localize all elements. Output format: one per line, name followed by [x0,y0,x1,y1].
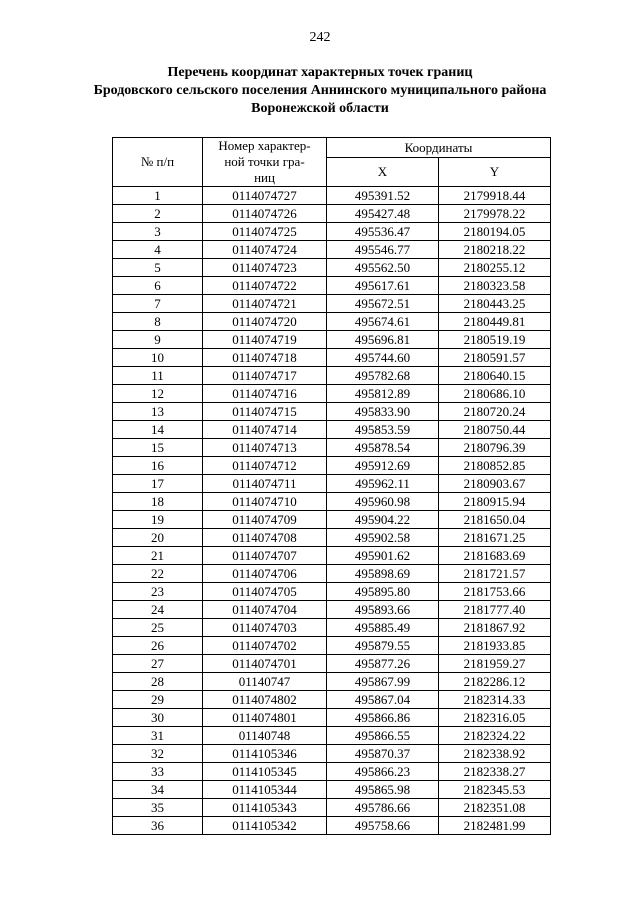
table-row [113,385,551,403]
table-row [113,349,551,367]
row-number-cell: 16 [113,457,203,475]
x-coordinate-cell: 495853.59 [327,421,439,439]
y-coordinate-cell: 2180903.67 [439,475,551,493]
table-row [113,691,551,709]
point-number-cell: 0114074718 [203,349,327,367]
coordinates-table [112,137,551,835]
point-number-cell: 0114074712 [203,457,327,475]
table-row [113,547,551,565]
x-coordinate-cell: 495786.66 [327,799,439,817]
y-coordinate-cell: 2181959.27 [439,655,551,673]
point-number-cell: 0114074707 [203,547,327,565]
x-coordinate-cell: 495960.98 [327,493,439,511]
point-number-cell: 0114074705 [203,583,327,601]
x-coordinate-cell: 495672.51 [327,295,439,313]
x-coordinate-cell: 495812.89 [327,385,439,403]
x-coordinate-cell: 495866.55 [327,727,439,745]
header-y: Y [439,158,551,187]
x-coordinate-cell: 495546.77 [327,241,439,259]
table-row [113,781,551,799]
y-coordinate-cell: 2182345.53 [439,781,551,799]
row-number-cell: 31 [113,727,203,745]
table-header [113,138,551,187]
table-row [113,799,551,817]
table-row [113,187,551,205]
x-coordinate-cell: 495866.23 [327,763,439,781]
point-number-cell: 0114074704 [203,601,327,619]
point-number-cell: 0114074708 [203,529,327,547]
y-coordinate-cell: 2179918.44 [439,187,551,205]
row-number-cell: 13 [113,403,203,421]
row-number-cell: 12 [113,385,203,403]
y-coordinate-cell: 2180519.19 [439,331,551,349]
x-coordinate-cell: 495895.80 [327,583,439,601]
row-number-cell: 21 [113,547,203,565]
x-coordinate-cell: 495867.99 [327,673,439,691]
y-coordinate-cell: 2182316.05 [439,709,551,727]
point-number-cell: 0114074716 [203,385,327,403]
table-row [113,475,551,493]
point-number-cell: 0114074727 [203,187,327,205]
point-number-cell: 0114074721 [203,295,327,313]
table-row [113,637,551,655]
row-number-cell: 10 [113,349,203,367]
row-number-cell: 18 [113,493,203,511]
x-coordinate-cell: 495391.52 [327,187,439,205]
point-number-cell: 0114074701 [203,655,327,673]
point-number-cell: 0114105346 [203,745,327,763]
point-number-cell: 0114074706 [203,565,327,583]
row-number-cell: 33 [113,763,203,781]
y-coordinate-cell: 2181683.69 [439,547,551,565]
point-number-cell: 0114105342 [203,817,327,835]
point-number-cell: 01140748 [203,727,327,745]
x-coordinate-cell: 495885.49 [327,619,439,637]
y-coordinate-cell: 2181650.04 [439,511,551,529]
point-number-cell: 0114074801 [203,709,327,727]
point-number-cell: 0114074726 [203,205,327,223]
x-coordinate-cell: 495893.66 [327,601,439,619]
point-number-cell: 0114105345 [203,763,327,781]
point-number-cell: 0114074724 [203,241,327,259]
y-coordinate-cell: 2182338.92 [439,745,551,763]
y-coordinate-cell: 2180686.10 [439,385,551,403]
table-row [113,673,551,691]
point-number-cell: 0114074722 [203,277,327,295]
point-number-cell: 01140747 [203,673,327,691]
row-number-cell: 7 [113,295,203,313]
row-number-cell: 11 [113,367,203,385]
header-x: X [327,158,439,187]
table-row [113,277,551,295]
table-row [113,583,551,601]
y-coordinate-cell: 2182338.27 [439,763,551,781]
row-number-cell: 27 [113,655,203,673]
header-num: № п/п [113,138,203,187]
table-row [113,421,551,439]
y-coordinate-cell: 2180323.58 [439,277,551,295]
x-coordinate-cell: 495782.68 [327,367,439,385]
row-number-cell: 26 [113,637,203,655]
table-row [113,295,551,313]
x-coordinate-cell: 495877.26 [327,655,439,673]
row-number-cell: 2 [113,205,203,223]
table-row [113,817,551,835]
point-number-cell: 0114074710 [203,493,327,511]
row-number-cell: 23 [113,583,203,601]
point-number-cell: 0114074723 [203,259,327,277]
table-row [113,205,551,223]
y-coordinate-cell: 2182351.08 [439,799,551,817]
row-number-cell: 17 [113,475,203,493]
x-coordinate-cell: 495878.54 [327,439,439,457]
row-number-cell: 29 [113,691,203,709]
point-number-cell: 0114074720 [203,313,327,331]
point-number-cell: 0114074702 [203,637,327,655]
row-number-cell: 4 [113,241,203,259]
point-number-cell: 0114074711 [203,475,327,493]
row-number-cell: 6 [113,277,203,295]
row-number-cell: 3 [113,223,203,241]
x-coordinate-cell: 495617.61 [327,277,439,295]
x-coordinate-cell: 495879.55 [327,637,439,655]
y-coordinate-cell: 2180449.81 [439,313,551,331]
row-number-cell: 36 [113,817,203,835]
x-coordinate-cell: 495674.61 [327,313,439,331]
table-row [113,457,551,475]
y-coordinate-cell: 2181933.85 [439,637,551,655]
table-row [113,223,551,241]
table-row [113,529,551,547]
row-number-cell: 32 [113,745,203,763]
y-coordinate-cell: 2182481.99 [439,817,551,835]
title-line-1: Перечень координат характерных точек границ [167,65,473,80]
row-number-cell: 8 [113,313,203,331]
y-coordinate-cell: 2180218.22 [439,241,551,259]
row-number-cell: 1 [113,187,203,205]
row-number-cell: 20 [113,529,203,547]
point-number-cell: 0114074725 [203,223,327,241]
point-number-cell: 0114074719 [203,331,327,349]
y-coordinate-cell: 2180591.57 [439,349,551,367]
row-number-cell: 34 [113,781,203,799]
y-coordinate-cell: 2180750.44 [439,421,551,439]
row-number-cell: 19 [113,511,203,529]
y-coordinate-cell: 2182314.33 [439,691,551,709]
x-coordinate-cell: 495833.90 [327,403,439,421]
y-coordinate-cell: 2181753.66 [439,583,551,601]
y-coordinate-cell: 2180852.85 [439,457,551,475]
y-coordinate-cell: 2180720.24 [439,403,551,421]
x-coordinate-cell: 495904.22 [327,511,439,529]
table-row [113,601,551,619]
row-number-cell: 5 [113,259,203,277]
row-number-cell: 15 [113,439,203,457]
row-number-cell: 28 [113,673,203,691]
title-line-2: Бродовского сельского поселения Аннинского муниципального района [93,83,547,98]
row-number-cell: 30 [113,709,203,727]
point-number-cell: 0114074802 [203,691,327,709]
x-coordinate-cell: 495536.47 [327,223,439,241]
x-coordinate-cell: 495696.81 [327,331,439,349]
point-number-cell: 0114074703 [203,619,327,637]
x-coordinate-cell: 495898.69 [327,565,439,583]
table-row [113,745,551,763]
y-coordinate-cell: 2181671.25 [439,529,551,547]
row-number-cell: 14 [113,421,203,439]
y-coordinate-cell: 2181867.92 [439,619,551,637]
y-coordinate-cell: 2180194.05 [439,223,551,241]
y-coordinate-cell: 2180915.94 [439,493,551,511]
y-coordinate-cell: 2180640.15 [439,367,551,385]
x-coordinate-cell: 495562.50 [327,259,439,277]
table-row [113,493,551,511]
table-row [113,727,551,745]
document-title [80,64,560,118]
row-number-cell: 25 [113,619,203,637]
table-row [113,565,551,583]
x-coordinate-cell: 495870.37 [327,745,439,763]
table-row [113,241,551,259]
point-number-cell: 0114074709 [203,511,327,529]
x-coordinate-cell: 495901.62 [327,547,439,565]
x-coordinate-cell: 495962.11 [327,475,439,493]
title-line-3: Воронежской области [251,101,389,116]
page-number: 242 [309,30,331,45]
header-coordinates: Координаты [327,138,551,158]
y-coordinate-cell: 2181721.57 [439,565,551,583]
row-number-cell: 22 [113,565,203,583]
point-number-cell: 0114074714 [203,421,327,439]
y-coordinate-cell: 2182324.22 [439,727,551,745]
point-number-cell: 0114074717 [203,367,327,385]
table-row [113,331,551,349]
table-row [113,439,551,457]
row-number-cell: 9 [113,331,203,349]
x-coordinate-cell: 495867.04 [327,691,439,709]
table-row [113,313,551,331]
x-coordinate-cell: 495866.86 [327,709,439,727]
y-coordinate-cell: 2180443.25 [439,295,551,313]
point-number-cell: 0114105344 [203,781,327,799]
y-coordinate-cell: 2182286.12 [439,673,551,691]
row-number-cell: 35 [113,799,203,817]
table-row [113,403,551,421]
y-coordinate-cell: 2180796.39 [439,439,551,457]
row-number-cell: 24 [113,601,203,619]
table-row [113,655,551,673]
table-row [113,367,551,385]
x-coordinate-cell: 495744.60 [327,349,439,367]
table-row [113,259,551,277]
point-number-cell: 0114074713 [203,439,327,457]
table-row [113,763,551,781]
x-coordinate-cell: 495427.48 [327,205,439,223]
x-coordinate-cell: 495865.98 [327,781,439,799]
table-row [113,709,551,727]
table-row [113,619,551,637]
y-coordinate-cell: 2181777.40 [439,601,551,619]
y-coordinate-cell: 2180255.12 [439,259,551,277]
x-coordinate-cell: 495758.66 [327,817,439,835]
x-coordinate-cell: 495912.69 [327,457,439,475]
table-row [113,511,551,529]
point-number-cell: 0114074715 [203,403,327,421]
point-number-cell: 0114105343 [203,799,327,817]
x-coordinate-cell: 495902.58 [327,529,439,547]
y-coordinate-cell: 2179978.22 [439,205,551,223]
table-body [113,187,551,835]
header-point-number: Номер характер- ной точки гра- ниц [203,138,327,187]
